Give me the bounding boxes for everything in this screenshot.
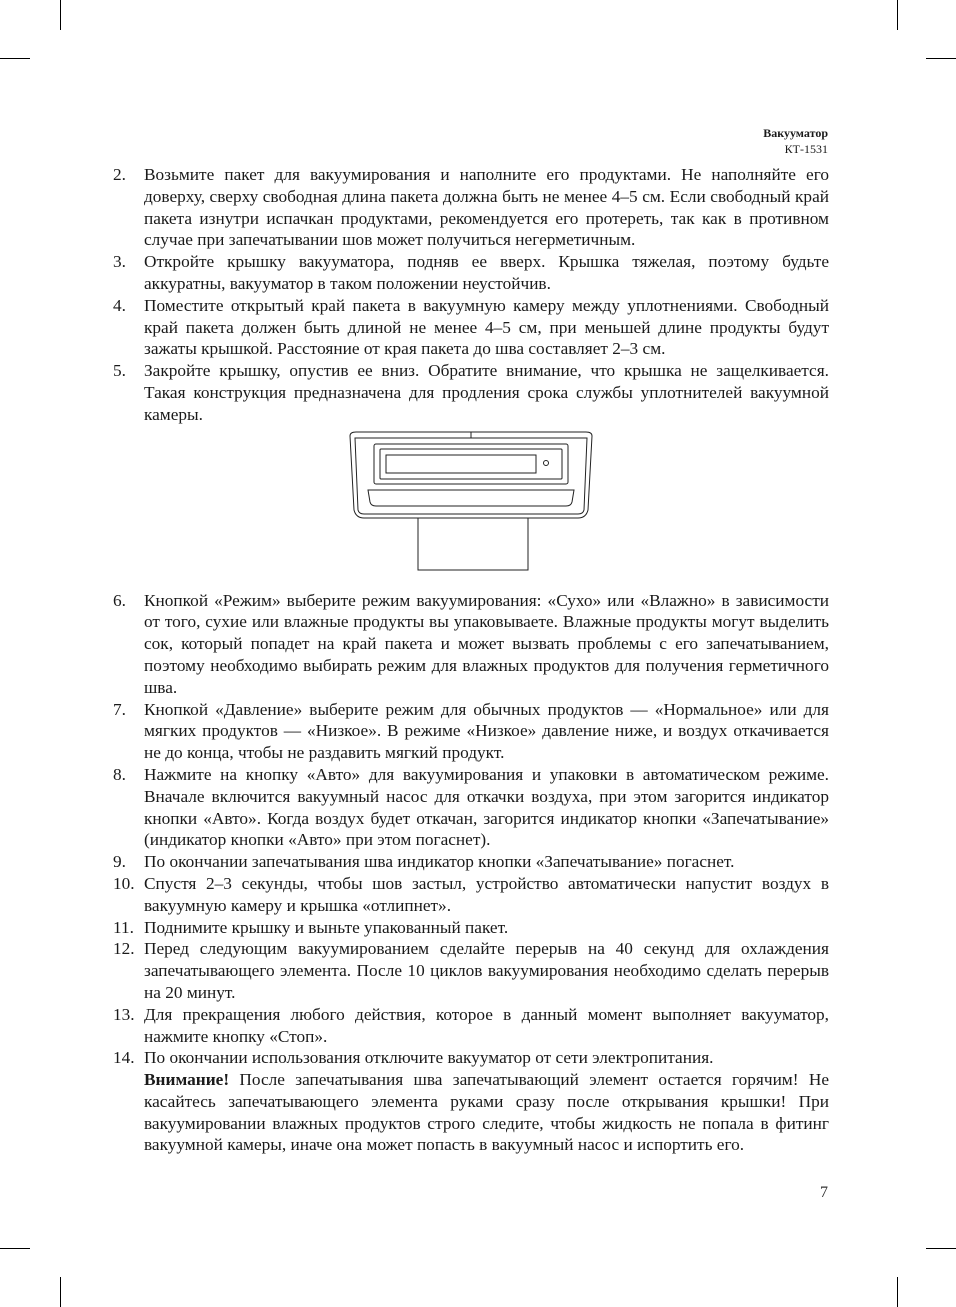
list-item	[113, 873, 829, 917]
item-text: Закройте крышку, опустив ее вниз. Обратите внимание, что крышка не защелкивается. Такая конструкция предназначена для продления срока службы уплотнителей вакуумной камеры.	[144, 361, 829, 424]
item-text: Для прекращения любого действия, которое в данный момент выполняет вакууматор, нажмите кнопку «Стоп».	[144, 1004, 829, 1046]
steps-bottom	[113, 590, 829, 1070]
list-item	[113, 295, 829, 360]
item-text: Поместите открытый край пакета в вакуумную камеру между уплотнениями. Свободный край пакета должен быть длиной не менее 4–5 см, при меньшей длине продукты будут зажаты крышкой. Расстояние от края пакета до шва составляет 2–3 см.	[144, 295, 829, 359]
item-number: 7.	[113, 699, 126, 719]
item-text: Перед следующим вакуумированием сделайте перерыв на 40 секунд для охлаждения запечатывающего элемента. После 10 циклов вакуумирования необходимо сделать перерыв на 20 минут.	[144, 939, 829, 1002]
crop-mark	[60, 1277, 61, 1307]
item-number: 12.	[113, 939, 135, 959]
item-text: Поднимите крышку и выньте упакованный пакет.	[144, 917, 509, 937]
item-number: 10.	[113, 873, 135, 893]
crop-mark	[0, 1248, 30, 1249]
crop-mark	[60, 0, 61, 30]
item-text: Возьмите пакет для вакуумирования и наполните его продуктами. Не наполняйте его доверху, сверху свободная длина пакета должна быть не менее 4–5 см. Если свободный край пакета изнутри испачкан продуктами, рекомендуется его протереть, так как в противном случае при запечатывании шов может получиться негерметичным.	[144, 165, 829, 250]
item-text: Откройте крышку вакууматора, подняв ее вверх. Крышка тяжелая, поэтому будьте аккуратны, вакууматор в таком положении неустойчив.	[144, 252, 829, 293]
list-item	[113, 590, 829, 699]
item-text: Нажмите на кнопку «Авто» для вакуумирования и упаковки в автоматическом режиме. Вначале включится вакуумный насос для откачки воздуха, при этом загорится индикатор кнопки «Авто». Когда воздух будет откачан, загорится индикатор кнопки «Запечатывание» (индикатор кнопки «Авто» при этом погаснет).	[144, 764, 829, 850]
list-item	[113, 251, 829, 295]
crop-mark	[897, 0, 898, 30]
list-item	[113, 1004, 829, 1048]
item-number: 3.	[113, 252, 126, 272]
item-number: 13.	[113, 1004, 135, 1024]
item-number: 5.	[113, 361, 126, 381]
list-item	[113, 851, 829, 873]
vacuum-sealer-drawing	[346, 430, 596, 572]
item-text: Кнопкой «Режим» выберите режим вакуумирования: «Сухо» или «Влажно» в зависимости от того, сухие или влажные продукты вы упаковываете. Влажные продукты могут выделить сок, который попадет на край пакета и может вызвать проблемы с его запечатыванием, поэтому необходимо выбирать режим для влажных продуктов для получения герметичного шва.	[144, 590, 829, 697]
crop-mark	[0, 58, 30, 59]
item-number: 11.	[113, 917, 134, 937]
list-item	[113, 1047, 829, 1069]
item-number: 4.	[113, 295, 126, 315]
crop-mark	[897, 1277, 898, 1307]
list-item	[113, 917, 829, 939]
crop-mark	[926, 58, 956, 59]
warning-text: После запечатывания шва запечатывающий элемент остается горячим! Не касайтесь запечатывающего элемента руками сразу после открывания крышки! При вакуумировании влажных продуктов строго следите, чтобы жидкость не попала в фитинг вакуумной камеры, иначе она может попасть в вакуумный насос и испортить его.	[144, 1070, 829, 1155]
header-model: КТ-1531	[784, 142, 828, 156]
item-number: 9.	[113, 852, 126, 872]
item-number: 2.	[113, 165, 126, 184]
running-header	[763, 125, 828, 157]
list-item	[113, 938, 829, 1003]
instruction-list	[113, 164, 829, 1156]
list-item	[113, 164, 829, 251]
device-illustration	[113, 426, 829, 590]
list-item	[113, 360, 829, 425]
item-number: 6.	[113, 590, 126, 610]
page-number: 7	[820, 1184, 828, 1201]
crop-mark	[926, 1248, 956, 1249]
list-item	[113, 699, 829, 764]
warning-label: Внимание!	[144, 1070, 230, 1090]
steps-top	[113, 164, 829, 426]
item-text: Спустя 2–3 секунды, чтобы шов застыл, устройство автоматически напустит воздух в вакуумную камеру и крышка «отлипнет».	[144, 873, 829, 915]
warning-note	[144, 1069, 829, 1156]
item-text: По окончании использования отключите вакууматор от сети электропитания.	[144, 1048, 714, 1068]
header-brand: Вакууматор	[763, 126, 828, 140]
item-number: 14.	[113, 1048, 135, 1068]
item-text: По окончании запечатывания шва индикатор кнопки «Запечатывание» погаснет.	[144, 852, 735, 872]
item-number: 8.	[113, 764, 126, 784]
list-item	[113, 764, 829, 851]
item-text: Кнопкой «Давление» выберите режим для обычных продуктов — «Нормальное» или для мягких продуктов — «Низкое». В режиме «Низкое» давление ниже, и воздух откачивается не до конца, чтобы не раздавить мягкий продукт.	[144, 699, 829, 763]
